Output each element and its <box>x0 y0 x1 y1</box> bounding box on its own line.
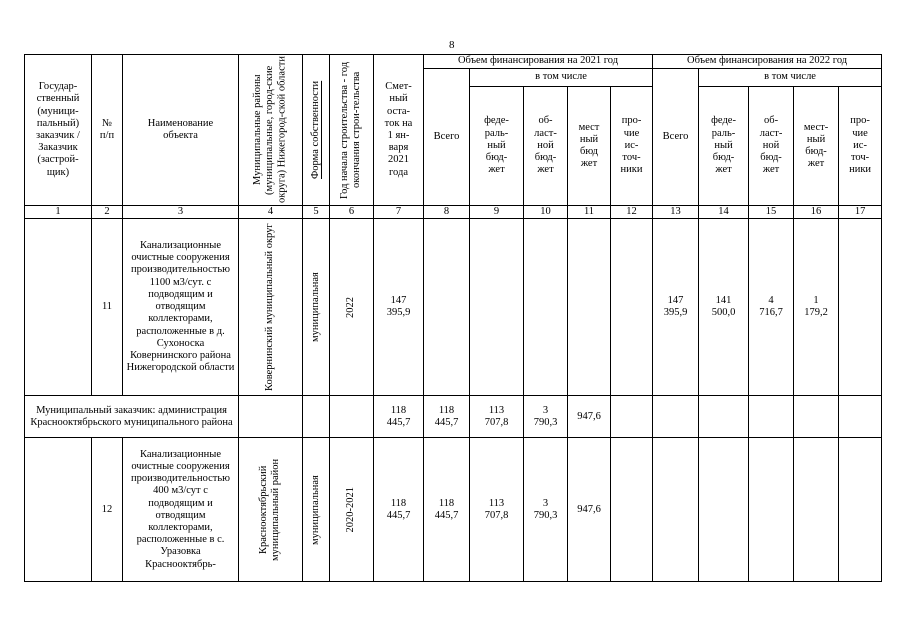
column-number-10: 10 <box>524 206 568 219</box>
column-number-2: 2 <box>92 206 123 219</box>
customer-label: Муниципальный заказчик: администрация Краснооктябрьского муниципального района <box>25 396 239 438</box>
estimate: 147 395,9 <box>374 219 424 396</box>
object-name: Канализационные очистные сооружения производительностью 1100 м3/сут. с подводящим и отводящим коллекторами, расположенные в д. Сухоноска Ковернинского района Нижегородской области <box>123 219 239 396</box>
column-number-8: 8 <box>424 206 470 219</box>
local-2021: 947,6 <box>568 438 611 582</box>
column-number-9: 9 <box>470 206 524 219</box>
federal-2021: 113 707,8 <box>470 396 524 438</box>
column-number-17: 17 <box>839 206 882 219</box>
object-name: Канализационные очистные сооружения производительностью 400 м3/сут с подводящим и отводящим коллекторами, расположенные в с. Уразовка Краснооктябрь- <box>123 438 239 582</box>
header-fin-2021: Объем финансирования на 2021 год <box>424 55 653 69</box>
header-total-2021: Всего <box>424 69 470 206</box>
years: 2020-2021 <box>330 438 374 582</box>
column-numbers-row <box>25 206 882 219</box>
table-row <box>25 219 882 396</box>
district: Краснооктябрьский муниципальный район <box>239 438 303 582</box>
local-2022: 1 179,2 <box>794 219 839 396</box>
ownership: муниципальная <box>303 219 330 396</box>
header-total-2022: Всего <box>653 69 699 206</box>
column-number-6: 6 <box>330 206 374 219</box>
header-fin-2022: Объем финансирования на 2022 год <box>653 55 882 69</box>
column-number-5: 5 <box>303 206 330 219</box>
column-number-7: 7 <box>374 206 424 219</box>
local-2021: 947,6 <box>568 396 611 438</box>
ownership: муниципальная <box>303 438 330 582</box>
header-districts: Муниципальные районы (муниципальные, город-ские округа) Нижегород-ской области <box>239 55 303 206</box>
header-estimate: Смет- ный оста- ток на 1 ян- варя 2021 года <box>374 55 424 206</box>
column-number-13: 13 <box>653 206 699 219</box>
header-regional-2021: об- ласт- ной бюд- жет <box>524 87 568 206</box>
column-number-4: 4 <box>239 206 303 219</box>
header-ownership: Форма собственности <box>303 55 330 206</box>
column-number-1: 1 <box>25 206 92 219</box>
header-incl-2021: в том числе <box>470 69 653 87</box>
header-other-2022: про- чие ис- точ- ники <box>839 87 882 206</box>
row-number: 12 <box>92 438 123 582</box>
regional-2022: 4 716,7 <box>749 219 794 396</box>
column-number-16: 16 <box>794 206 839 219</box>
table-row <box>25 396 882 438</box>
federal-2021: 113 707,8 <box>470 438 524 582</box>
header-local-2021: мест ный бюд жет <box>568 87 611 206</box>
page-number: 8 <box>449 39 455 51</box>
estimate: 118 445,7 <box>374 438 424 582</box>
header-federal-2022: феде- раль- ный бюд- жет <box>699 87 749 206</box>
column-number-11: 11 <box>568 206 611 219</box>
header-years: Год начала строительства - год окончания строи-тельства <box>330 55 374 206</box>
header-regional-2022: об- ласт- ной бюд- жет <box>749 87 794 206</box>
estimate: 118 445,7 <box>374 396 424 438</box>
federal-2022: 141 500,0 <box>699 219 749 396</box>
header-federal-2021: феде- раль- ный бюд- жет <box>470 87 524 206</box>
header-local-2022: мест- ный бюд- жет <box>794 87 839 206</box>
regional-2021: 3 790,3 <box>524 438 568 582</box>
column-number-14: 14 <box>699 206 749 219</box>
row-number: 11 <box>92 219 123 396</box>
district: Ковернинский муниципальный округ <box>239 219 303 396</box>
column-number-15: 15 <box>749 206 794 219</box>
header-customer: Государ- ственный (муници- пальный) заказчик / Заказчик (застрой- щик) <box>25 55 92 206</box>
header-name: Наименование объекта <box>123 55 239 206</box>
years: 2022 <box>330 219 374 396</box>
regional-2021: 3 790,3 <box>524 396 568 438</box>
table-row <box>25 438 882 582</box>
total-2022: 147 395,9 <box>653 219 699 396</box>
header-num: № п/п <box>92 55 123 206</box>
financing-table <box>24 54 882 582</box>
column-number-3: 3 <box>123 206 239 219</box>
total-2021: 118 445,7 <box>424 396 470 438</box>
column-number-12: 12 <box>611 206 653 219</box>
total-2021: 118 445,7 <box>424 438 470 582</box>
header-incl-2022: в том числе <box>699 69 882 87</box>
header-other-2021: про- чие ис- точ- ники <box>611 87 653 206</box>
